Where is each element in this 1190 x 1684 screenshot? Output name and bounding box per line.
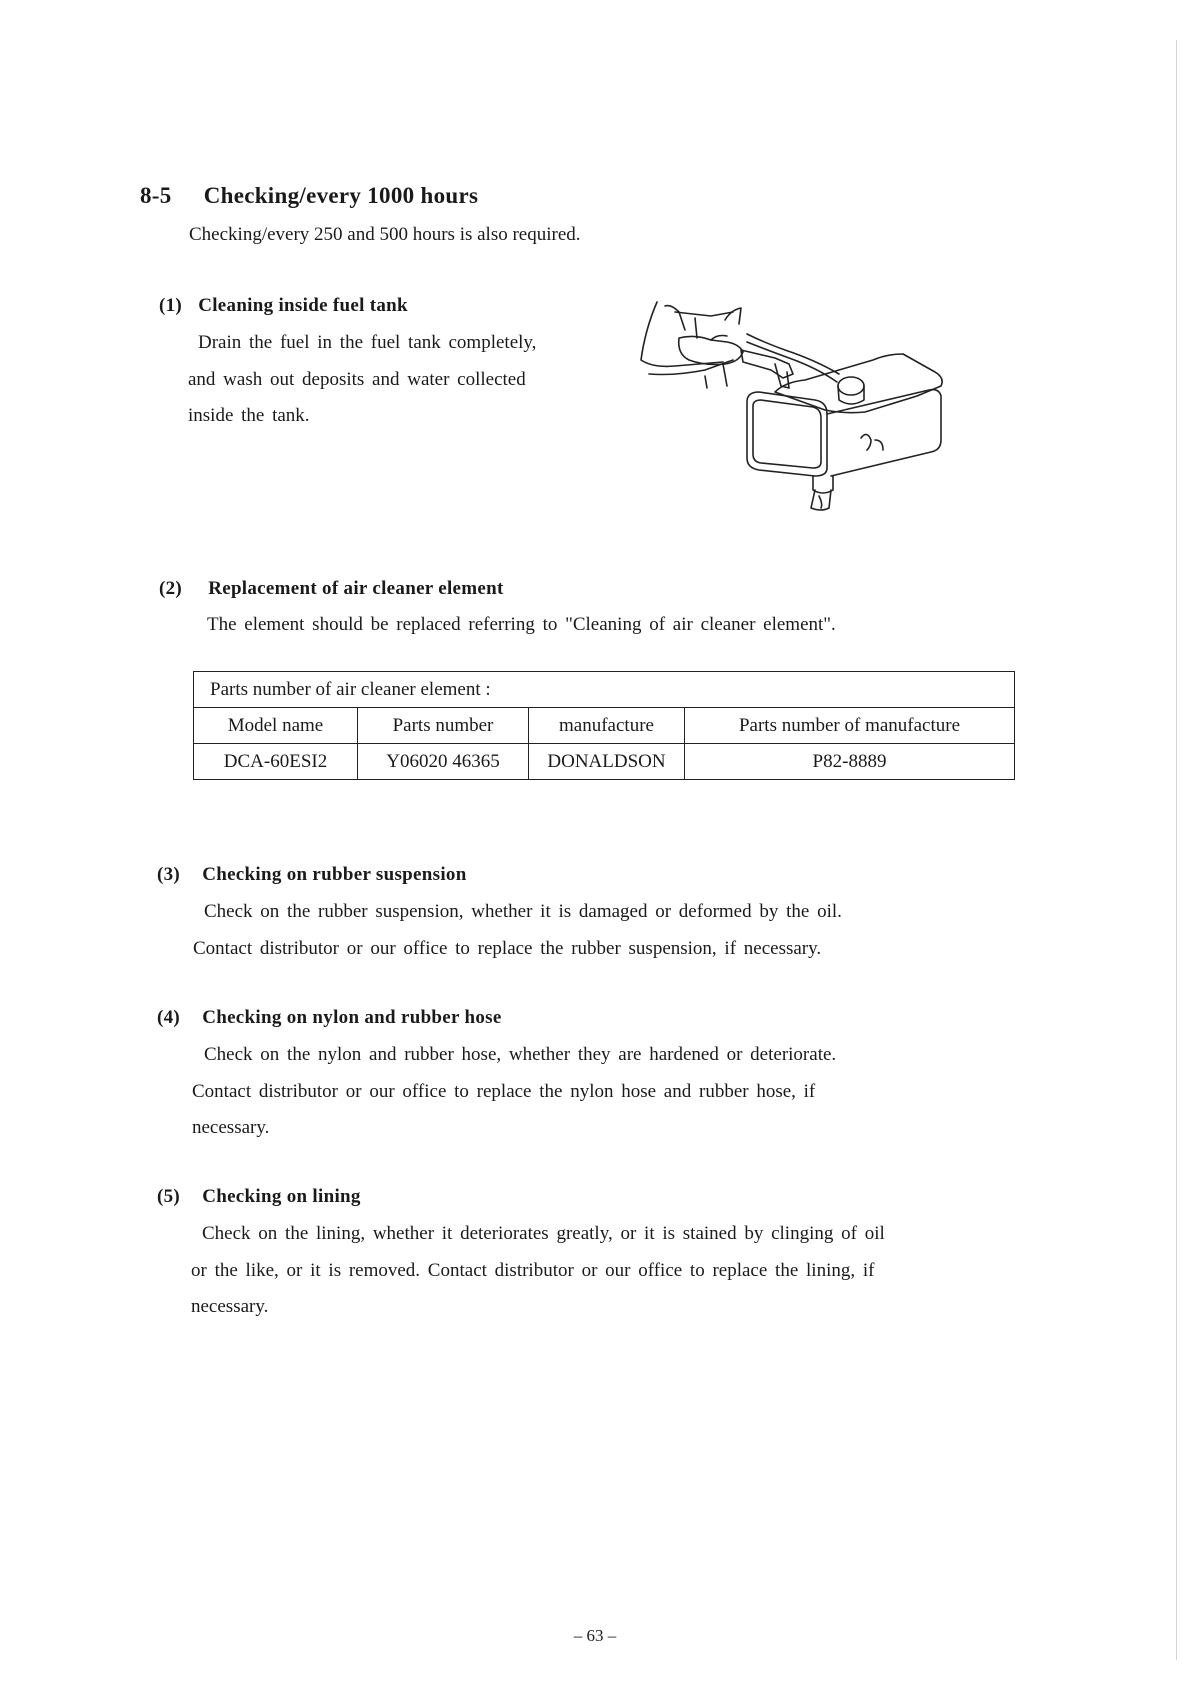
item-5-line-3: necessary. bbox=[191, 1296, 269, 1317]
item-1-line-2: and wash out deposits and water collected bbox=[188, 368, 526, 390]
item-3-body bbox=[193, 894, 842, 967]
item-4-line-3: necessary. bbox=[192, 1117, 270, 1138]
table-header-row bbox=[194, 708, 1015, 744]
item-5-body bbox=[191, 1216, 885, 1326]
item-5-line-1: Check on the lining, whether it deteriorates greatly, or it is stained by clinging of oil bbox=[202, 1223, 885, 1244]
air-cleaner-parts-table bbox=[193, 671, 1015, 780]
item-2-body bbox=[207, 607, 836, 644]
item-2-line-1: The element should be replaced referring to "Cleaning of air cleaner element". bbox=[207, 614, 836, 635]
item-1-heading bbox=[159, 295, 408, 317]
table-row bbox=[194, 744, 1015, 780]
table-caption: Parts number of air cleaner element : bbox=[194, 672, 1015, 708]
fuel-tank-washing-illustration bbox=[635, 290, 1005, 530]
spray-gun-shape bbox=[741, 350, 793, 378]
item-4-line-2: Contact distributor or our office to replace the nylon hose and rubber hose, if bbox=[192, 1080, 816, 1102]
item-3-title: Checking on rubber suspension bbox=[202, 864, 467, 885]
section-title: Checking/every 1000 hours bbox=[203, 183, 479, 208]
item-3-line-2: Contact distributor or our office to replace the rubber suspension, if necessary. bbox=[193, 937, 822, 959]
page-edge-rule bbox=[1176, 40, 1177, 1660]
cell-parts-number: Y06020 46365 bbox=[358, 744, 529, 780]
item-1-number: (1) bbox=[159, 295, 183, 316]
table-caption-row bbox=[194, 672, 1015, 708]
filler-cap-shape bbox=[838, 377, 864, 395]
item-5-line-2: or the like, or it is removed. Contact distributor or our office to replace the lining, if bbox=[191, 1259, 875, 1281]
page-number: – 63 – bbox=[573, 1626, 617, 1645]
item-1-line-1: Drain the fuel in the fuel tank completely, bbox=[198, 332, 537, 353]
section-intro: Checking/every 250 and 500 hours is also required. bbox=[189, 224, 581, 245]
item-3-heading bbox=[157, 864, 467, 886]
item-5-title: Checking on lining bbox=[202, 1186, 361, 1207]
cell-parts-number-of-manufacture: P82-8889 bbox=[685, 744, 1015, 780]
section-number: 8-5 bbox=[140, 183, 172, 208]
item-4-line-1: Check on the nylon and rubber hose, whether they are hardened or deteriorate. bbox=[204, 1044, 837, 1065]
item-1-title: Cleaning inside fuel tank bbox=[198, 295, 408, 316]
item-5-number: (5) bbox=[157, 1186, 181, 1207]
item-4-body bbox=[192, 1037, 836, 1147]
cell-model-name: DCA-60ESI2 bbox=[194, 744, 358, 780]
header-manufacture: manufacture bbox=[529, 708, 685, 744]
item-1-line-3: inside the tank. bbox=[188, 405, 310, 426]
item-2-number: (2) bbox=[159, 578, 183, 599]
item-5-heading bbox=[157, 1186, 361, 1208]
item-2-title: Replacement of air cleaner element bbox=[208, 578, 504, 599]
arm-sleeve-shape bbox=[641, 302, 723, 366]
drain-plug-shape bbox=[813, 476, 833, 493]
item-1-body bbox=[188, 325, 536, 435]
item-3-number: (3) bbox=[157, 864, 181, 885]
header-parts-number-of-manufacture: Parts number of manufacture bbox=[685, 708, 1015, 744]
item-3-line-1: Check on the rubber suspension, whether it is damaged or deformed by the oil. bbox=[204, 901, 842, 922]
item-2-heading bbox=[159, 578, 504, 600]
item-4-number: (4) bbox=[157, 1007, 181, 1028]
header-model-name: Model name bbox=[194, 708, 358, 744]
header-parts-number: Parts number bbox=[358, 708, 529, 744]
item-4-title: Checking on nylon and rubber hose bbox=[202, 1007, 502, 1028]
cell-manufacture: DONALDSON bbox=[529, 744, 685, 780]
section-heading bbox=[140, 183, 478, 209]
item-4-heading bbox=[157, 1007, 502, 1029]
